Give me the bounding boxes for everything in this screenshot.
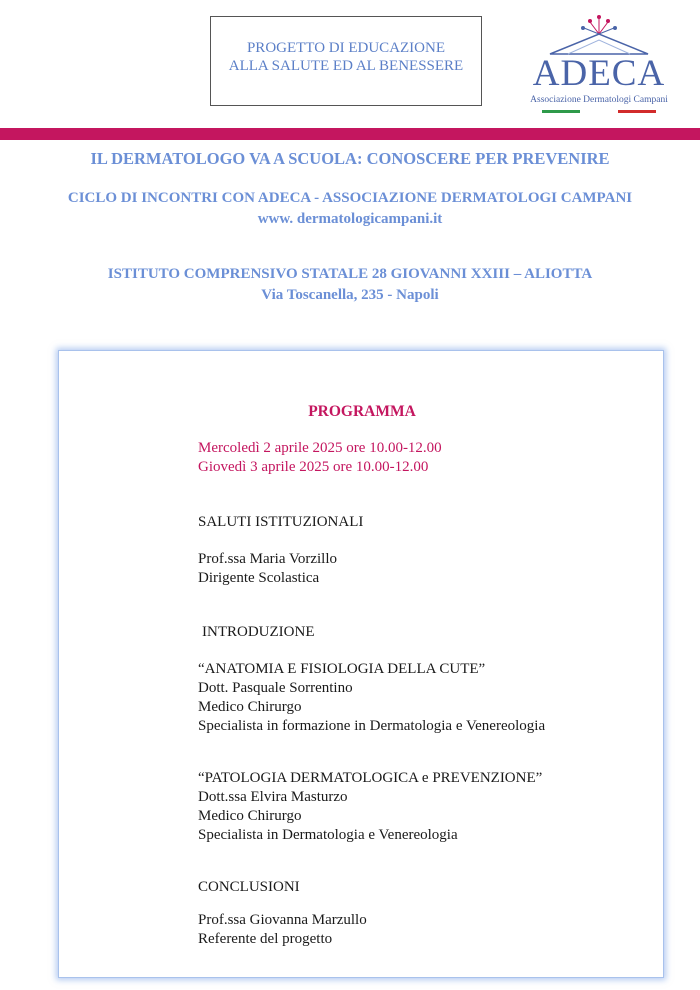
logo-subtitle: Associazione Dermatologi Campani — [530, 95, 668, 105]
project-line-2: ALLA SALUTE ED AL BENESSERE — [228, 58, 464, 74]
program-card — [58, 350, 664, 978]
magenta-band — [0, 128, 700, 140]
event-title: IL DERMATOLOGO VA A SCUOLA: CONOSCERE PER PREVENIRE — [90, 149, 610, 168]
introduction-heading: INTRODUZIONE — [202, 624, 315, 640]
talk2-title: “PATOLOGIA DERMATOLOGICA e PREVENZIONE” — [198, 770, 543, 786]
talk1-speaker: Dott. Pasquale Sorrentino — [198, 680, 353, 696]
series-subtitle: CICLO DI INCONTRI CON ADECA - ASSOCIAZIONE DERMATOLOGI CAMPANI — [67, 190, 633, 206]
conclusions-name: Prof.ssa Giovanna Marzullo — [198, 912, 367, 928]
logo-wordmark: ADECA — [532, 53, 666, 94]
adeca-logo — [528, 14, 670, 114]
logo-mountain-icon — [528, 14, 670, 58]
greetings-heading: SALUTI ISTITUZIONALI — [198, 514, 364, 530]
greetings-name: Prof.ssa Maria Vorzillo — [198, 551, 338, 567]
conclusions-role: Referente del progetto — [198, 931, 333, 947]
talk1-role: Medico Chirurgo — [198, 699, 302, 715]
talk2-role: Medico Chirurgo — [198, 808, 302, 824]
project-box — [210, 16, 482, 106]
date-line-2: Giovedì 3 aprile 2025 ore 10.00-12.00 — [198, 459, 429, 475]
talk1-title: “ANATOMIA E FISIOLOGIA DELLA CUTE” — [198, 661, 486, 677]
school-address: Via Toscanella, 235 - Napoli — [261, 287, 439, 303]
greetings-role: Dirigente Scolastica — [198, 570, 320, 586]
date-line-1: Mercoledì 2 aprile 2025 ore 10.00-12.00 — [198, 440, 442, 456]
talk2-speaker: Dott.ssa Elvira Masturzo — [198, 789, 348, 805]
project-line-1: PROGETTO DI EDUCAZIONE — [246, 40, 446, 56]
conclusions-heading: CONCLUSIONI — [198, 879, 300, 895]
talk1-specialty: Specialista in formazione in Dermatologia e Venereologia — [198, 718, 546, 734]
program-title: PROGRAMMA — [308, 403, 416, 420]
talk2-specialty: Specialista in Dermatologia e Venereologia — [198, 827, 458, 843]
italian-flag-stripe — [542, 110, 656, 113]
school-name: ISTITUTO COMPRENSIVO STATALE 28 GIOVANNI XXIII – ALIOTTA — [107, 266, 593, 282]
website-link[interactable]: www. dermatologicampani.it — [257, 211, 443, 227]
